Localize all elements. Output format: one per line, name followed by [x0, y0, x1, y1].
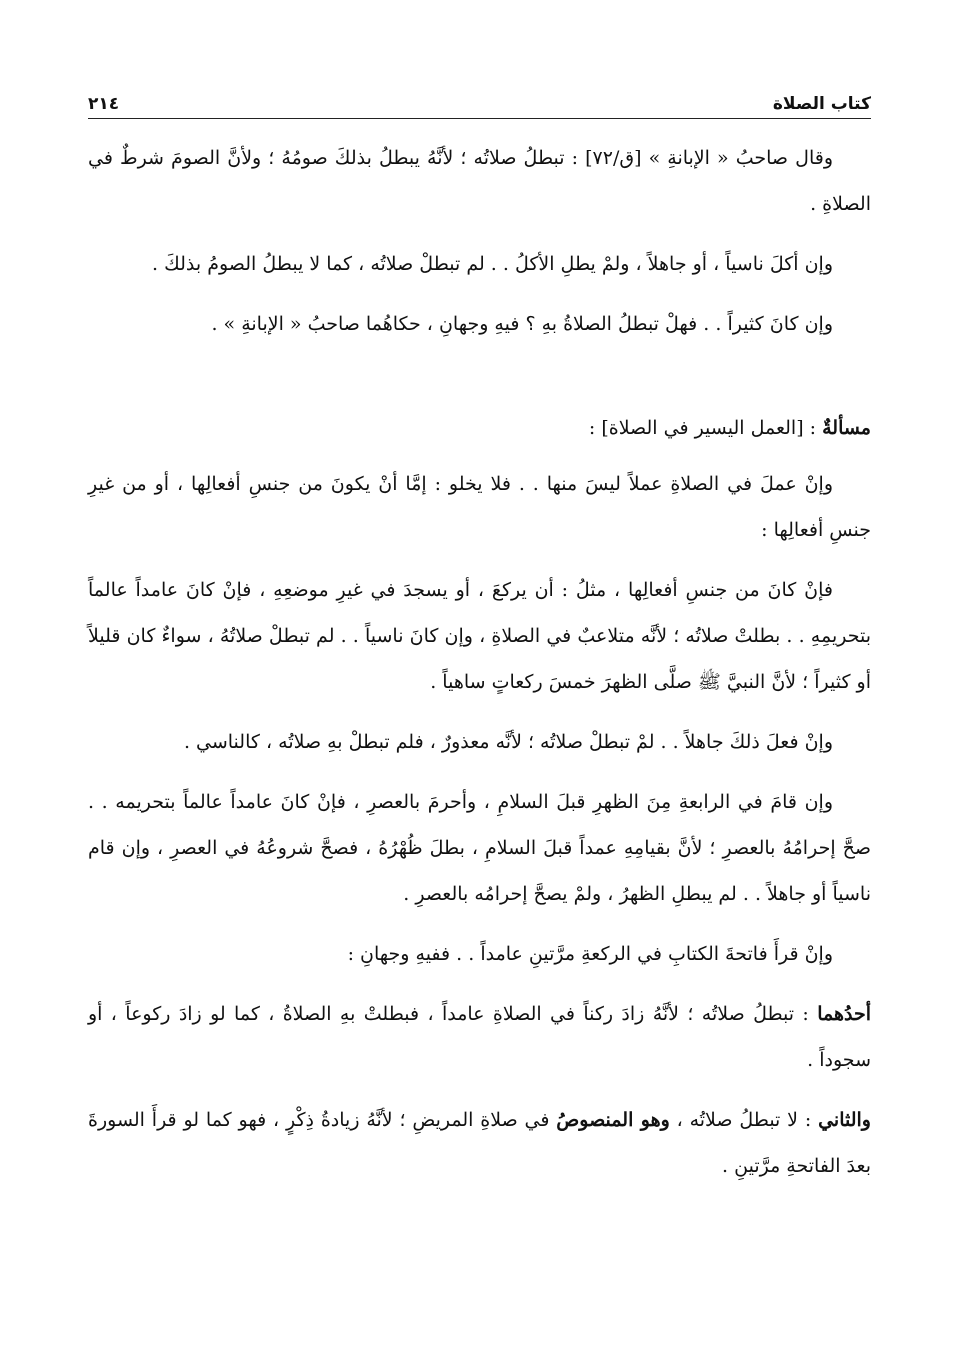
opinion-second-text-after: في صلاةِ المريضِ ؛ لأنَّهُ زيادةُ ذِكْرٍ ، فهو كما لو قرأَ السورةَ بعدَ الفاتحةِ مرَّتينِ . — [88, 1109, 871, 1177]
page-number: ٢١٤ — [88, 94, 120, 114]
issue-label: مسألةٌ — [822, 417, 871, 439]
opinion-first-text: : تبطلُ صلاتُه ؛ لأنَّهُ زادَ ركناً في الصلاةِ عامداً ، فبطلتْ بهِ الصلاةُ ، كما لو زادَ ركوعاً ، أو سجوداً . — [88, 1003, 871, 1071]
page-header — [88, 82, 871, 119]
opinion-second — [88, 1097, 871, 1189]
paragraph: وإنْ قرأَ فاتحةَ الكتابِ في الركعةِ مرَّتينِ عامداً . . ففيهِ وجهانِ : — [347, 943, 833, 965]
paragraph: وإن قامَ في الرابعةِ مِنَ الظهرِ قبلَ السلامِ ، وأحرمَ بالعصرِ ، فإنْ كانَ عامداً عالماً بتحريمه . . صحَّ إحرامُهُ بالعصرِ ؛ لأنَّ بقيامِهِ عمداً قبلَ السلامِ ، بطلَ ظُهْرُهُ ، فصحَّ شروعُهُ في العصرِ ، وإن قام ناسياً أو جاهلاً . . لم يبطلِ الظهرُ ، ولمْ يصحَّ إحرامُه بالعصرِ . — [88, 791, 871, 905]
issue-heading — [88, 405, 871, 451]
opinion-second-text-before: : لا تبطلُ صلاتُه ، — [669, 1109, 819, 1131]
paragraph: وقال صاحبُ « الإبانةِ » [ق/٧٢] : تبطلُ صلاتُه ؛ لأنَّهُ يبطلُ بذلكَ صومُهُ ؛ ولأنَّ الصومَ شرطٌ في الصلاةِ . — [88, 147, 871, 215]
opinion-first — [88, 991, 871, 1083]
paragraph: وإنْ فعلَ ذلكَ جاهلاً . . لمْ تبطلْ صلاتُه ؛ لأنَّه معذورٌ ، فلم تبطلْ بهِ صلاتُه ، كالناسي . — [183, 731, 833, 753]
opinion-second-bold-phrase: وهو المنصوصُ — [556, 1109, 670, 1131]
running-title: كتاب الصلاة — [772, 94, 871, 114]
paragraph: وإن أكلَ ناسياً ، أو جاهلاً ، ولمْ يطلِ الأكلُ . . لم تبطلْ صلاتُه ، كما لا يبطلُ الصومُ بذلكَ . — [152, 253, 833, 275]
paragraph: وإن كانَ كثيراً . . فهلْ تبطلُ الصلاةُ بهِ ؟ فيهِ وجهانِ ، حكاهُما صاحبُ « الإبانةِ » . — [211, 313, 833, 335]
paragraph: وإنْ عملَ في الصلاةِ عملاً ليسَ منها . . فلا يخلو : إمَّا أنْ يكونَ من جنسِ أفعالِها ، أو من غيرِ جنسِ أفعالِها : — [88, 473, 871, 541]
opinion-second-label: والثاني — [818, 1109, 871, 1131]
opinion-first-label: أحدُهما — [817, 1003, 871, 1025]
issue-title: : [العمل اليسير في الصلاة] : — [588, 417, 823, 439]
paragraph: فإنْ كانَ من جنسِ أفعالِها ، مثلُ : أن يركعَ ، أو يسجدَ في غيرِ موضعِهِ ، فإنْ كانَ عامداً عالماً بتحريمِهِ . . بطلتْ صلاتُه ؛ لأنَّه متلاعبٌ في الصلاةِ ، وإن كانَ ناسياً . . لم تبطلْ صلاتُهُ ، سواءٌ كان قليلاً أو كثيراً ؛ لأنَّ النبيَّ ﷺ صلَّى الظهرَ خمسَ ركعاتٍ ساهياً . — [88, 579, 871, 693]
page-body — [88, 135, 871, 1203]
